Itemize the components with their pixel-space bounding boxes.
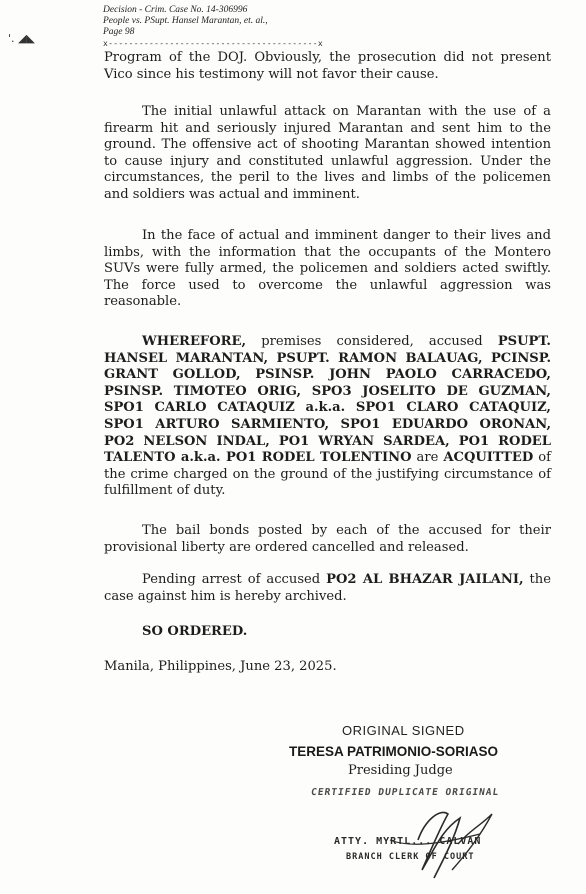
so-ordered-text: SO ORDERED. [142,624,248,639]
certified-stamp: CERTIFIED DUPLICATE ORIGINAL [310,787,500,798]
clerk-signature [330,800,530,894]
accused-list: PSUPT. HANSEL MARANTAN, PSUPT. RAMON BALAUAG, PCINSP. GRANT GOLLOD, PSINSP. JOHN PAOLO CARRACEDO, PSINSP. TIMOTEO ORIG, SPO3 JOSELITO DE GUZMAN, SPO1 CARLO CATAQUIZ a.k.a. SPO1 CLARO CATAQUIZ, SPO1 ARTURO SARMIENTO, SPO1 EDUARDO ORONAN, PO2 NELSON INDAL, PO1 WRYAN SARDEA, PO1 RODEL TALENTO a.k.a. PO1 RODEL TOLENTINO [104,334,551,466]
judge-name: TERESA PATRIMONIO-SORIASO [289,744,499,759]
place-date-text: Manila, Philippines, June 23, 2025. [104,659,337,674]
paragraph-1 [104,50,551,83]
archive-end: the case against him is hereby archived. [104,572,551,604]
dispositive-text [104,334,551,500]
header-case-number: Decision - Crim. Case No. 14-306996 [103,5,248,15]
clerk-title: BRANCH CLERK OF COURT [346,852,475,862]
dispositive-paragraph [104,334,551,500]
paragraph-3 [104,228,551,311]
archive-text [104,572,551,605]
scan-mark: '. ◢◣ [8,32,35,45]
wherefore-label: WHEREFORE, [142,334,247,349]
place-date [104,659,551,676]
paragraph-archive [104,572,551,605]
paragraph-3-text: In the face of actual and imminent danger to their lives and limbs, with the information that the occupants of the Montero SUVs were fully armed, the policemen and soldiers acted swiftly. The force used to overcome the unlawful aggression was reasonable. [104,228,551,310]
header-page-number: Page 98 [103,27,135,37]
are-text: are [411,450,444,466]
header-case-title: People vs. PSupt. Hansel Marantan, et. al., [103,16,268,26]
so-ordered [104,624,551,641]
paragraph-bail [104,523,551,556]
archive-start: Pending arrest of accused [142,572,327,587]
judge-title: Presiding Judge [348,763,453,778]
bail-text: The bail bonds posted by each of the accused for their provisional liberty are ordered cancelled and released. [104,523,551,555]
original-signed-label: ORIGINAL SIGNED [342,723,465,738]
paragraph-2-text: The initial unlawful attack on Marantan with the use of a firearm hit and seriously injured Marantan and sent him to the ground. The offensive act of shooting Marantan showed intention to cause injury and constituted unlawful aggression. Under the circumstances, the peril to the lives and limbs of the policemen and soldiers was actual and imminent. [104,104,551,202]
paragraph-2 [104,104,551,204]
clerk-attorney-name: ATTY. MYRTL... CALVAN [334,836,482,847]
jailani-name: PO2 AL BHAZAR JAILANI, [326,572,524,587]
acquitted-label: ACQUITTED [443,450,534,466]
paragraph-1-text: Program of the DOJ. Obviously, the prosecution did not present Vico since his testimony will not favor their cause. [104,50,551,82]
page-header [103,5,268,38]
premises-text: premises considered, accused [246,334,498,349]
header-rule: x-----------------------------------------x [103,39,324,48]
dispositive-end: of the crime charged on the ground of the justifying circumstance of fulfillment of duty. [104,450,551,499]
